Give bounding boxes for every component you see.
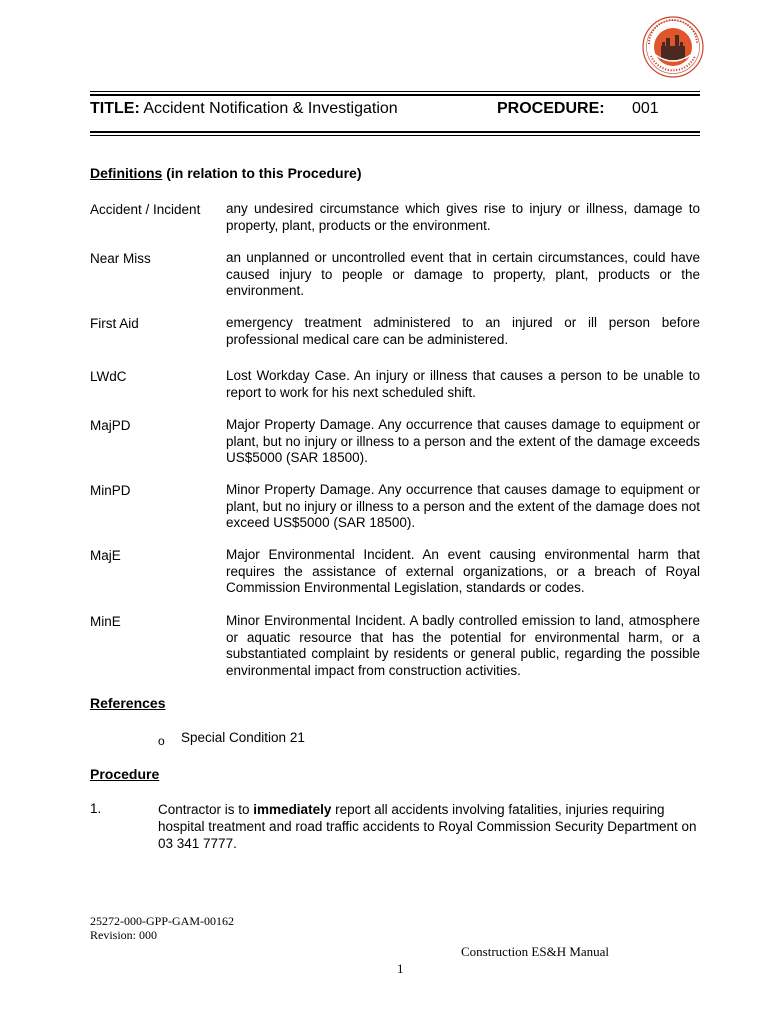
definitions-heading [90, 165, 361, 181]
definition-term: Near Miss [90, 251, 151, 266]
procedure-label: PROCEDURE: [497, 100, 605, 117]
definition-text: Major Environmental Incident. An event causing environmental harm that requires the assistance of external organizations, or a breach of Royal Commission Environmental Legislation, standards or codes. [226, 547, 700, 596]
definition-text: Minor Property Damage. Any occurrence that causes damage to equipment or plant, but no injury or illness to a person and the extent of the damage does not exceed US$5000 (SAR 18500). [226, 482, 700, 531]
title-label: TITLE: [90, 100, 140, 117]
logo [642, 16, 704, 78]
procedure-step-text-before: Contractor is to [158, 802, 254, 817]
definition-term: MajPD [90, 418, 131, 433]
references-heading [90, 695, 166, 711]
document-title: Accident Notification & Investigation [143, 100, 398, 117]
header-rule-bottom [90, 135, 700, 136]
procedure-heading [90, 766, 159, 782]
header-rule-top [90, 91, 700, 92]
procedure-step-number: 1. [90, 801, 102, 816]
procedure-heading-text: Procedure [90, 766, 160, 782]
reference-item: Special Condition 21 [181, 730, 305, 745]
procedure-step-text-after: report all accidents involving fatalities, injuries requiring hospital treatment and road traffic accidents to Royal Commission Security Department on 03 341 7777. [158, 802, 697, 851]
definitions-heading-suffix: (in relation to this Procedure) [166, 165, 362, 181]
procedure-step-text [158, 801, 703, 852]
references-heading-text: References [90, 695, 166, 711]
procedure-step-emphasis: immediately [253, 802, 332, 817]
footer-doc-number: 25272-000-GPP-GAM-00162 [90, 914, 234, 928]
procedure-number: 001 [632, 100, 659, 117]
definition-term: First Aid [90, 316, 139, 331]
definitions-heading-text: Definitions [90, 165, 163, 181]
footer-revision: Revision: 000 [90, 928, 158, 942]
definition-text: any undesired circumstance which gives rise to injury or illness, damage to property, plant, products or the environment. [226, 201, 700, 233]
definition-text: Lost Workday Case. An injury or illness that causes a person to be unable to report to work for his next scheduled shift. [226, 368, 700, 400]
definition-text: Major Property Damage. Any occurrence that causes damage to equipment or plant, but no injury or illness to a person and the extent of the damage exceeds US$5000 (SAR 18500). [226, 417, 700, 466]
definition-term: MinPD [90, 483, 131, 498]
definition-term: MinE [90, 614, 121, 629]
definition-term: LWdC [90, 369, 127, 384]
bullet-icon: o [158, 734, 165, 748]
definition-term: Accident / Incident [90, 202, 201, 217]
definition-text: an unplanned or uncontrolled event that in certain circumstances, could have caused injury to people or damage to property, plant, products or the environment. [226, 250, 700, 299]
definition-text: Minor Environmental Incident. A badly controlled emission to land, atmosphere or aquatic resource that has the potential for environmental harm, or a substantiated complaint by residents or general public, regarding the possible environmental impact from construction activities. [226, 613, 700, 678]
title-row [90, 100, 700, 122]
page-number: 1 [397, 961, 404, 976]
definition-text: emergency treatment administered to an injured or ill person before professional medical care can be administered. [226, 315, 700, 347]
royal-commission-seal-icon [642, 16, 704, 78]
footer-manual-name: Construction ES&H Manual [461, 944, 610, 959]
header-rule-top-thick [90, 94, 700, 96]
header-rule-bottom-thick [90, 131, 700, 133]
definition-term: MajE [90, 548, 121, 563]
